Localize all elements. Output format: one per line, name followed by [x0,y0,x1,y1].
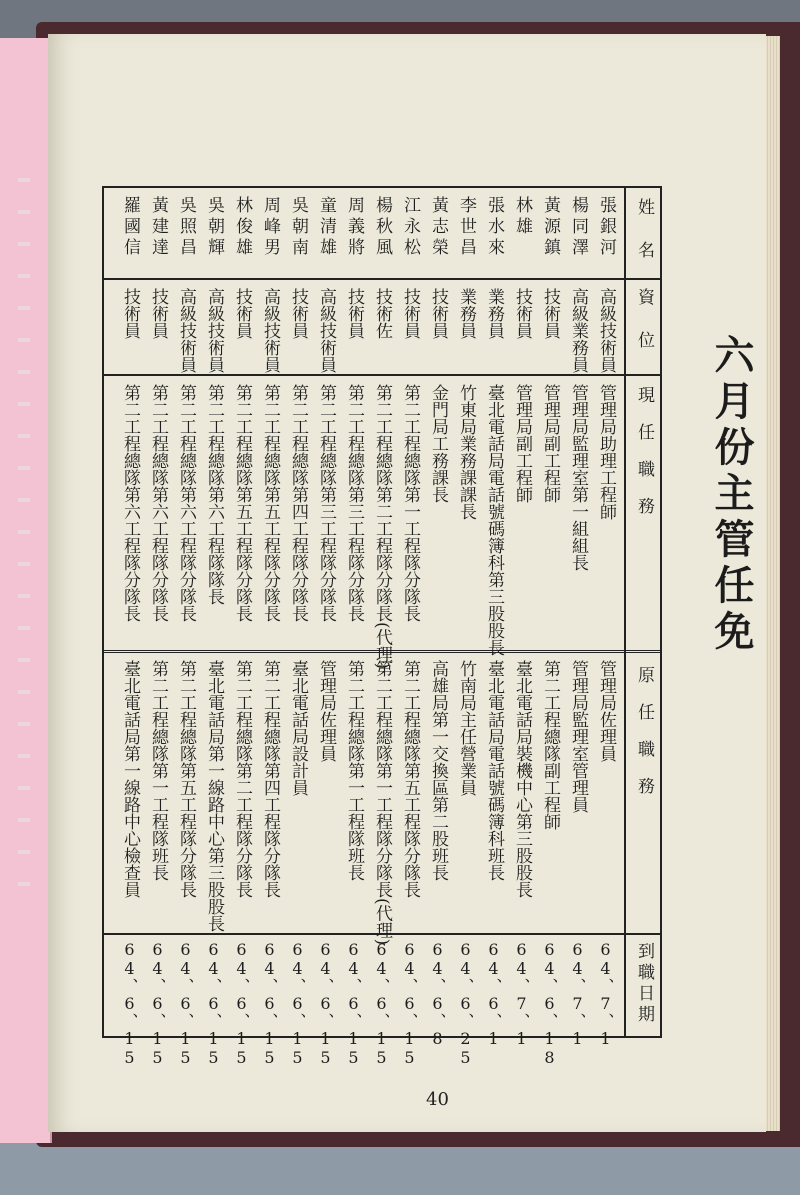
header-current: 現任職務 [634,386,654,534]
binding-stitches [18,150,30,910]
cell-current: 第二工程總隊第五工程隊分隊長 [232,384,252,622]
cell-name: 黃建達 [148,196,168,259]
cell-rank: 技術員 [540,288,560,339]
row-divider-name [104,278,660,280]
cell-date: 64、6、15 [120,940,139,1067]
cell-name: 周義將 [344,196,364,259]
cell-rank: 高級技術員 [596,288,616,373]
cell-current: 第二工程總隊第四工程隊分隊長 [288,384,308,622]
cell-name: 羅國信 [120,196,140,259]
cell-current: 第二工程總隊第六工程隊分隊長 [176,384,196,622]
cell-date: 64、7、1 [512,940,531,1048]
cell-rank: 高級技術員 [316,288,336,373]
cell-original: 管理局佐理員 [316,660,336,762]
cell-date: 64、6、8 [428,940,447,1048]
cell-rank: 高級技術員 [204,288,224,373]
cell-name: 江永松 [400,196,420,259]
cell-current: 第二工程總隊第六工程隊分隊長 [148,384,168,622]
header-rank: 資位 [634,288,654,374]
cell-original: 臺北電話局裝機中心第三股股長 [512,660,532,898]
cell-rank: 技術員 [120,288,140,339]
cell-name: 周峰男 [260,196,280,259]
cell-date: 64、6、15 [260,940,279,1067]
cell-date: 64、6、15 [232,940,251,1067]
cell-current: 第二工程總隊第三工程隊分隊長 [316,384,336,622]
cell-current: 管理局監理室第一組組長 [568,384,588,571]
cell-original: 竹南局主任營業員 [456,660,476,796]
cell-original: 第二工程總隊第五工程隊分隊長 [176,660,196,898]
appointments-table [102,186,662,1067]
cell-rank: 業務員 [484,288,504,339]
cell-current: 第二工程總隊第二工程隊分隊長(代理) [372,384,392,670]
cell-current: 管理局副工程師 [512,384,532,503]
cell-name: 吳朝輝 [204,196,224,259]
cell-date: 64、7、1 [596,940,615,1048]
cell-current: 第二工程總隊第六工程隊隊長 [204,384,224,605]
cell-date: 64、6、25 [456,940,475,1067]
cell-name: 楊同澤 [568,196,588,259]
cell-rank: 高級業務員 [568,288,588,373]
cell-current: 竹東局業務課課長 [456,384,476,520]
cell-original: 第二工程總隊副工程師 [540,660,560,830]
cell-original: 臺北電話局電話號碼簿科班長 [484,660,504,881]
cell-original: 管理局監理室管理員 [568,660,588,813]
cell-name: 童清雄 [316,196,336,259]
header-date: 到職日期 [634,942,654,1026]
cell-rank: 技術員 [148,288,168,339]
row-divider-rank [104,374,660,376]
cell-date: 64、6、15 [148,940,167,1067]
cell-original: 第二工程總隊第一工程隊班長 [148,660,168,881]
cell-current: 第二工程總隊第一工程隊分隊長 [400,384,420,622]
cell-name: 吳照昌 [176,196,196,259]
cell-original: 第二工程總隊第四工程隊分隊長 [260,660,280,898]
cell-date: 64、6、1 [484,940,503,1048]
cell-current: 第二工程總隊第五工程隊分隊長 [260,384,280,622]
cell-date: 64、6、18 [540,940,559,1067]
cell-date: 64、6、15 [288,940,307,1067]
cell-rank: 高級技術員 [260,288,280,373]
cell-original: 臺北電話局第一線路中心檢查員 [120,660,140,898]
cell-current: 第二工程總隊第六工程隊分隊長 [120,384,140,622]
cell-rank: 技術員 [428,288,448,339]
cell-date: 64、6、15 [176,940,195,1067]
cell-original: 臺北電話局設計員 [288,660,308,796]
cell-original: 第二工程總隊第一工程隊分隊長(代理) [372,660,392,946]
cell-name: 林雄 [512,196,532,238]
cell-name: 李世昌 [456,196,476,259]
cell-original: 第二工程總隊第一工程隊班長 [344,660,364,881]
cell-rank: 技術佐 [372,288,392,339]
cell-date: 64、7、1 [568,940,587,1048]
page-title: 六月份主管任免 [708,334,755,656]
cell-name: 黃源鎮 [540,196,560,259]
cell-original: 臺北電話局第一線路中心第三股股長 [204,660,224,932]
cell-original: 管理局佐理員 [596,660,616,762]
cell-original: 第二工程總隊第二工程隊分隊長 [232,660,252,898]
cell-current: 金門局工務課長 [428,384,448,503]
cell-rank: 高級技術員 [176,288,196,373]
header-original: 原任職務 [634,666,654,814]
cell-name: 張銀河 [596,196,616,259]
cell-date: 64、6、15 [316,940,335,1067]
cell-name: 吳朝南 [288,196,308,259]
cell-date: 64、6、15 [344,940,363,1067]
cell-original: 第二工程總隊第五工程隊分隊長 [400,660,420,898]
page-number: 40 [426,1089,449,1110]
cell-date: 64、6、15 [400,940,419,1067]
cell-date: 64、6、15 [372,940,391,1067]
header-name: 姓名 [634,198,654,284]
cell-name: 楊秋風 [372,196,392,259]
cell-name: 黃志榮 [428,196,448,259]
cell-rank: 技術員 [288,288,308,339]
header-divider [624,188,626,1036]
cell-rank: 業務員 [456,288,476,339]
cell-current: 臺北電話局電話號碼簿科第三股股長 [484,384,504,656]
cell-name: 張水來 [484,196,504,259]
cell-name: 林俊雄 [232,196,252,259]
cell-current: 管理局助理工程師 [596,384,616,520]
cell-rank: 技術員 [344,288,364,339]
cell-current: 管理局副工程師 [540,384,560,503]
cell-rank: 技術員 [232,288,252,339]
cell-rank: 技術員 [400,288,420,339]
cell-original: 高雄局第一交換區第二股班長 [428,660,448,881]
cell-rank: 技術員 [512,288,532,339]
cell-date: 64、6、15 [204,940,223,1067]
cell-current: 第二工程總隊第三工程隊分隊長 [344,384,364,622]
